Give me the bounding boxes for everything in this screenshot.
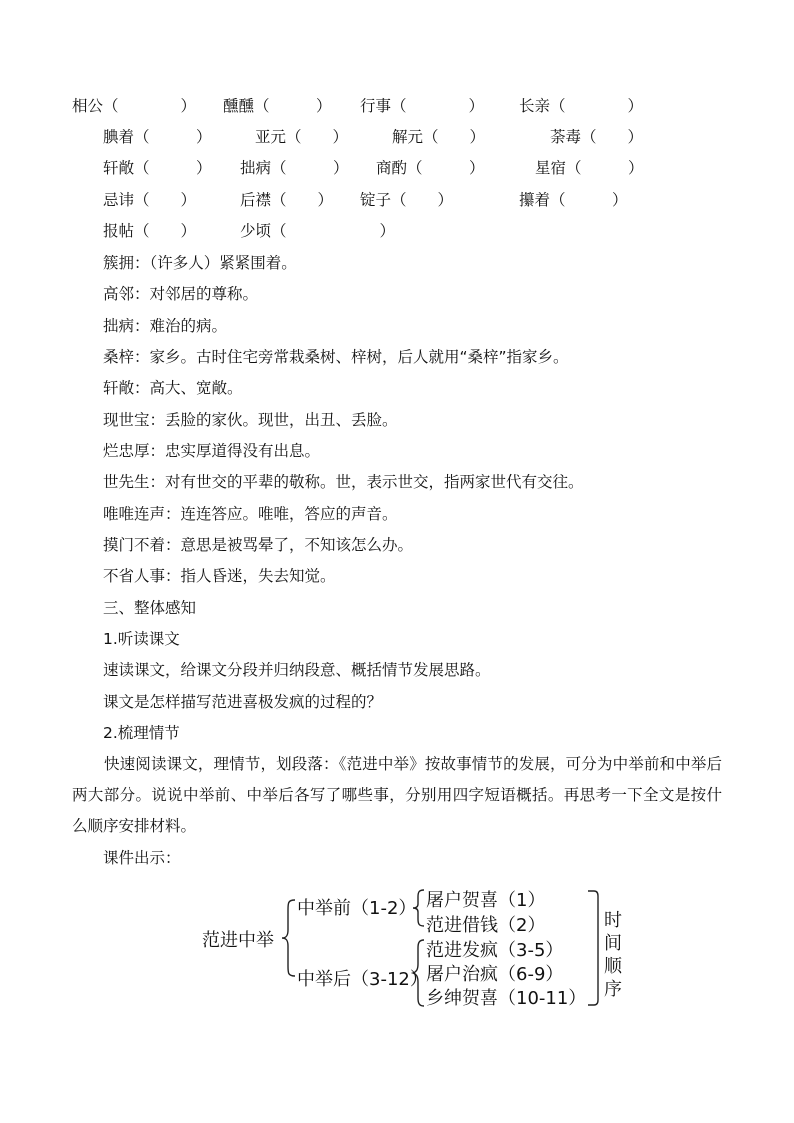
- diagram-branch-before: 中举前（1-2）: [297, 898, 417, 919]
- courseware-label: 课件出示：: [103, 849, 181, 867]
- vocab-item: 攥着（ ）: [519, 191, 628, 209]
- diagram-event: 屠户治疯（6-9）: [426, 964, 564, 985]
- section-title: 三、整体感知: [103, 599, 197, 617]
- diagram-branch-after: 中举后（3-12）: [297, 969, 428, 990]
- vocab-item: 亚元（ ）: [255, 128, 349, 146]
- vocab-item: 长亲（ ）: [519, 97, 644, 115]
- root-brace: [282, 900, 295, 976]
- subsection-title: 1.听读课文: [103, 630, 180, 648]
- vocab-item: 忌讳（ ）: [103, 191, 197, 209]
- closing-bracket: [588, 891, 598, 1005]
- vocab-item: 腆着（ ）: [103, 128, 212, 146]
- definition-item: 世先生：对有世交的平辈的敬称。世，表示世交，指两家世代有交往。: [103, 473, 584, 491]
- vocab-item: 少顷（ ）: [240, 222, 396, 240]
- diagram-order-char: 时: [604, 910, 622, 931]
- vocab-item: 拙病（ ）: [240, 159, 349, 177]
- definition-item: 烂忠厚：忠实厚道得没有出息。: [103, 442, 321, 460]
- diagram-order-char: 序: [604, 979, 622, 1000]
- vocab-item: 轩敞（ ）: [103, 159, 212, 177]
- task-line: 速读课文，给课文分段并归纳段意、概括情节发展思路。: [103, 661, 491, 679]
- vocab-item: 解元（ ）: [392, 128, 486, 146]
- diagram-order-char: 间: [604, 933, 622, 954]
- task-paragraph: 快速阅读课文，理情节，划段落：《范进中举》按故事情节的发展，可分为中举前和中举后两大部分。说说中举前、中举后各写了哪些事，分别用四字短语概括。再思考一下全文是按什么顺序安排材料。: [72, 755, 722, 835]
- vocab-item: 行事（ ）: [360, 97, 485, 115]
- diagram-order-char: 顺: [604, 956, 622, 977]
- diagram-event: 乡绅贺喜（10-11）: [426, 988, 587, 1009]
- task-line: 课文是怎样描写范进喜极发疯的过程的？: [103, 693, 383, 711]
- diagram-event: 屠户贺喜（1）: [426, 890, 546, 911]
- vocab-item: 商酌（ ）: [376, 159, 485, 177]
- vocab-item: 相公（ ）: [72, 97, 197, 115]
- definition-item: 不省人事：指人昏迷，失去知觉。: [103, 567, 336, 585]
- definition-item: 摸门不着：意思是被骂晕了，不知该怎么办。: [103, 536, 414, 554]
- definition-item: 拙病：难治的病。: [103, 317, 228, 335]
- vocab-item: 荼毒（ ）: [550, 128, 644, 146]
- vocab-item: 后襟（ ）: [240, 191, 334, 209]
- vocab-item: 星宿（ ）: [535, 159, 644, 177]
- definition-item: 高邻：对邻居的尊称。: [103, 285, 259, 303]
- diagram-event: 范进借钱（2）: [426, 915, 546, 936]
- definition-item: 桑梓：家乡。古时住宅旁常栽桑树、梓树，后人就用“桑梓”指家乡。: [103, 348, 569, 366]
- vocab-item: 锭子（ ）: [360, 191, 454, 209]
- diagram-root: 范进中举: [202, 930, 274, 951]
- subsection-title: 2.梳理情节: [103, 724, 180, 742]
- vocab-item: 醺醺（ ）: [223, 97, 332, 115]
- vocab-item: 报帖（ ）: [103, 222, 197, 240]
- definition-item: 簇拥：（许多人）紧紧围着。: [103, 254, 297, 272]
- definition-item: 现世宝：丢脸的家伙。现世，出丑、丢脸。: [103, 411, 398, 429]
- definition-item: 轩敞：高大、宽敞。: [103, 379, 243, 397]
- diagram-event: 范进发疯（3-5）: [426, 940, 564, 961]
- definition-item: 唯唯连声：连连答应。唯唯，答应的声音。: [103, 505, 398, 523]
